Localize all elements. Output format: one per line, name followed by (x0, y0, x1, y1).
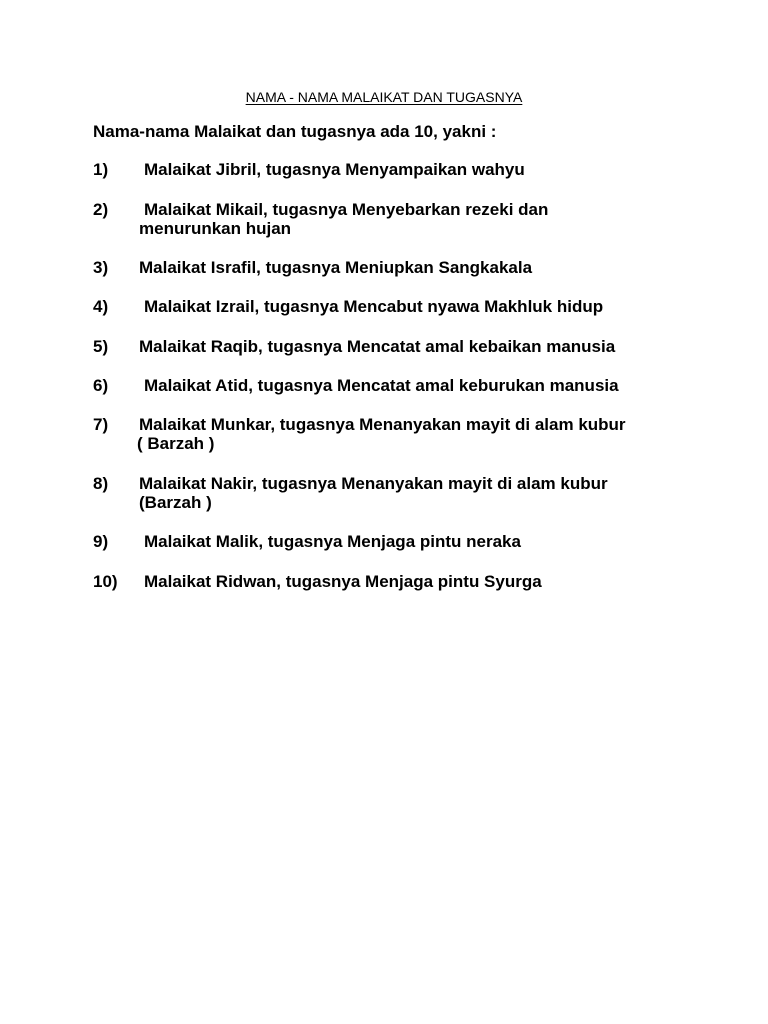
item-number: 1) (93, 160, 109, 179)
item-text: Malaikat Raqib, tugasnya Mencatat amal kebaikan manusia (139, 337, 616, 356)
item-text: Malaikat Nakir, tugasnya Menanyakan mayit di alam kubur (139, 474, 608, 493)
item-text: Malaikat Munkar, tugasnya Menanyakan mayit di alam kubur (139, 415, 626, 434)
intro-text: Nama-nama Malaikat dan tugasnya ada 10, yakni : (93, 122, 497, 141)
item-text: Malaikat Atid, tugasnya Mencatat amal keburukan manusia (144, 376, 619, 395)
item-number: 10) (93, 572, 118, 591)
item-number: 7) (93, 415, 109, 434)
item-number: 8) (93, 474, 109, 493)
document-title: NAMA - NAMA MALAIKAT DAN TUGASNYA (245, 89, 523, 105)
item-text: Malaikat Mikail, tugasnya Menyebarkan rezeki dan (144, 200, 549, 219)
item-number: 6) (93, 376, 109, 395)
item-text-continued: menurunkan hujan (139, 219, 292, 238)
item-number: 5) (93, 337, 109, 356)
item-number: 2) (93, 200, 109, 219)
item-text-continued: (Barzah ) (139, 493, 212, 512)
item-number: 9) (93, 532, 109, 551)
item-text: Malaikat Ridwan, tugasnya Menjaga pintu Syurga (144, 572, 542, 591)
item-text-continued: ( Barzah ) (137, 434, 215, 453)
item-text: Malaikat Jibril, tugasnya Menyampaikan wahyu (144, 160, 525, 179)
item-text: Malaikat Malik, tugasnya Menjaga pintu neraka (144, 532, 521, 551)
item-text: Malaikat Israfil, tugasnya Meniupkan Sangkakala (139, 258, 533, 277)
item-text: Malaikat Izrail, tugasnya Mencabut nyawa Makhluk hidup (144, 297, 604, 316)
item-number: 4) (93, 297, 109, 316)
item-number: 3) (93, 258, 109, 277)
